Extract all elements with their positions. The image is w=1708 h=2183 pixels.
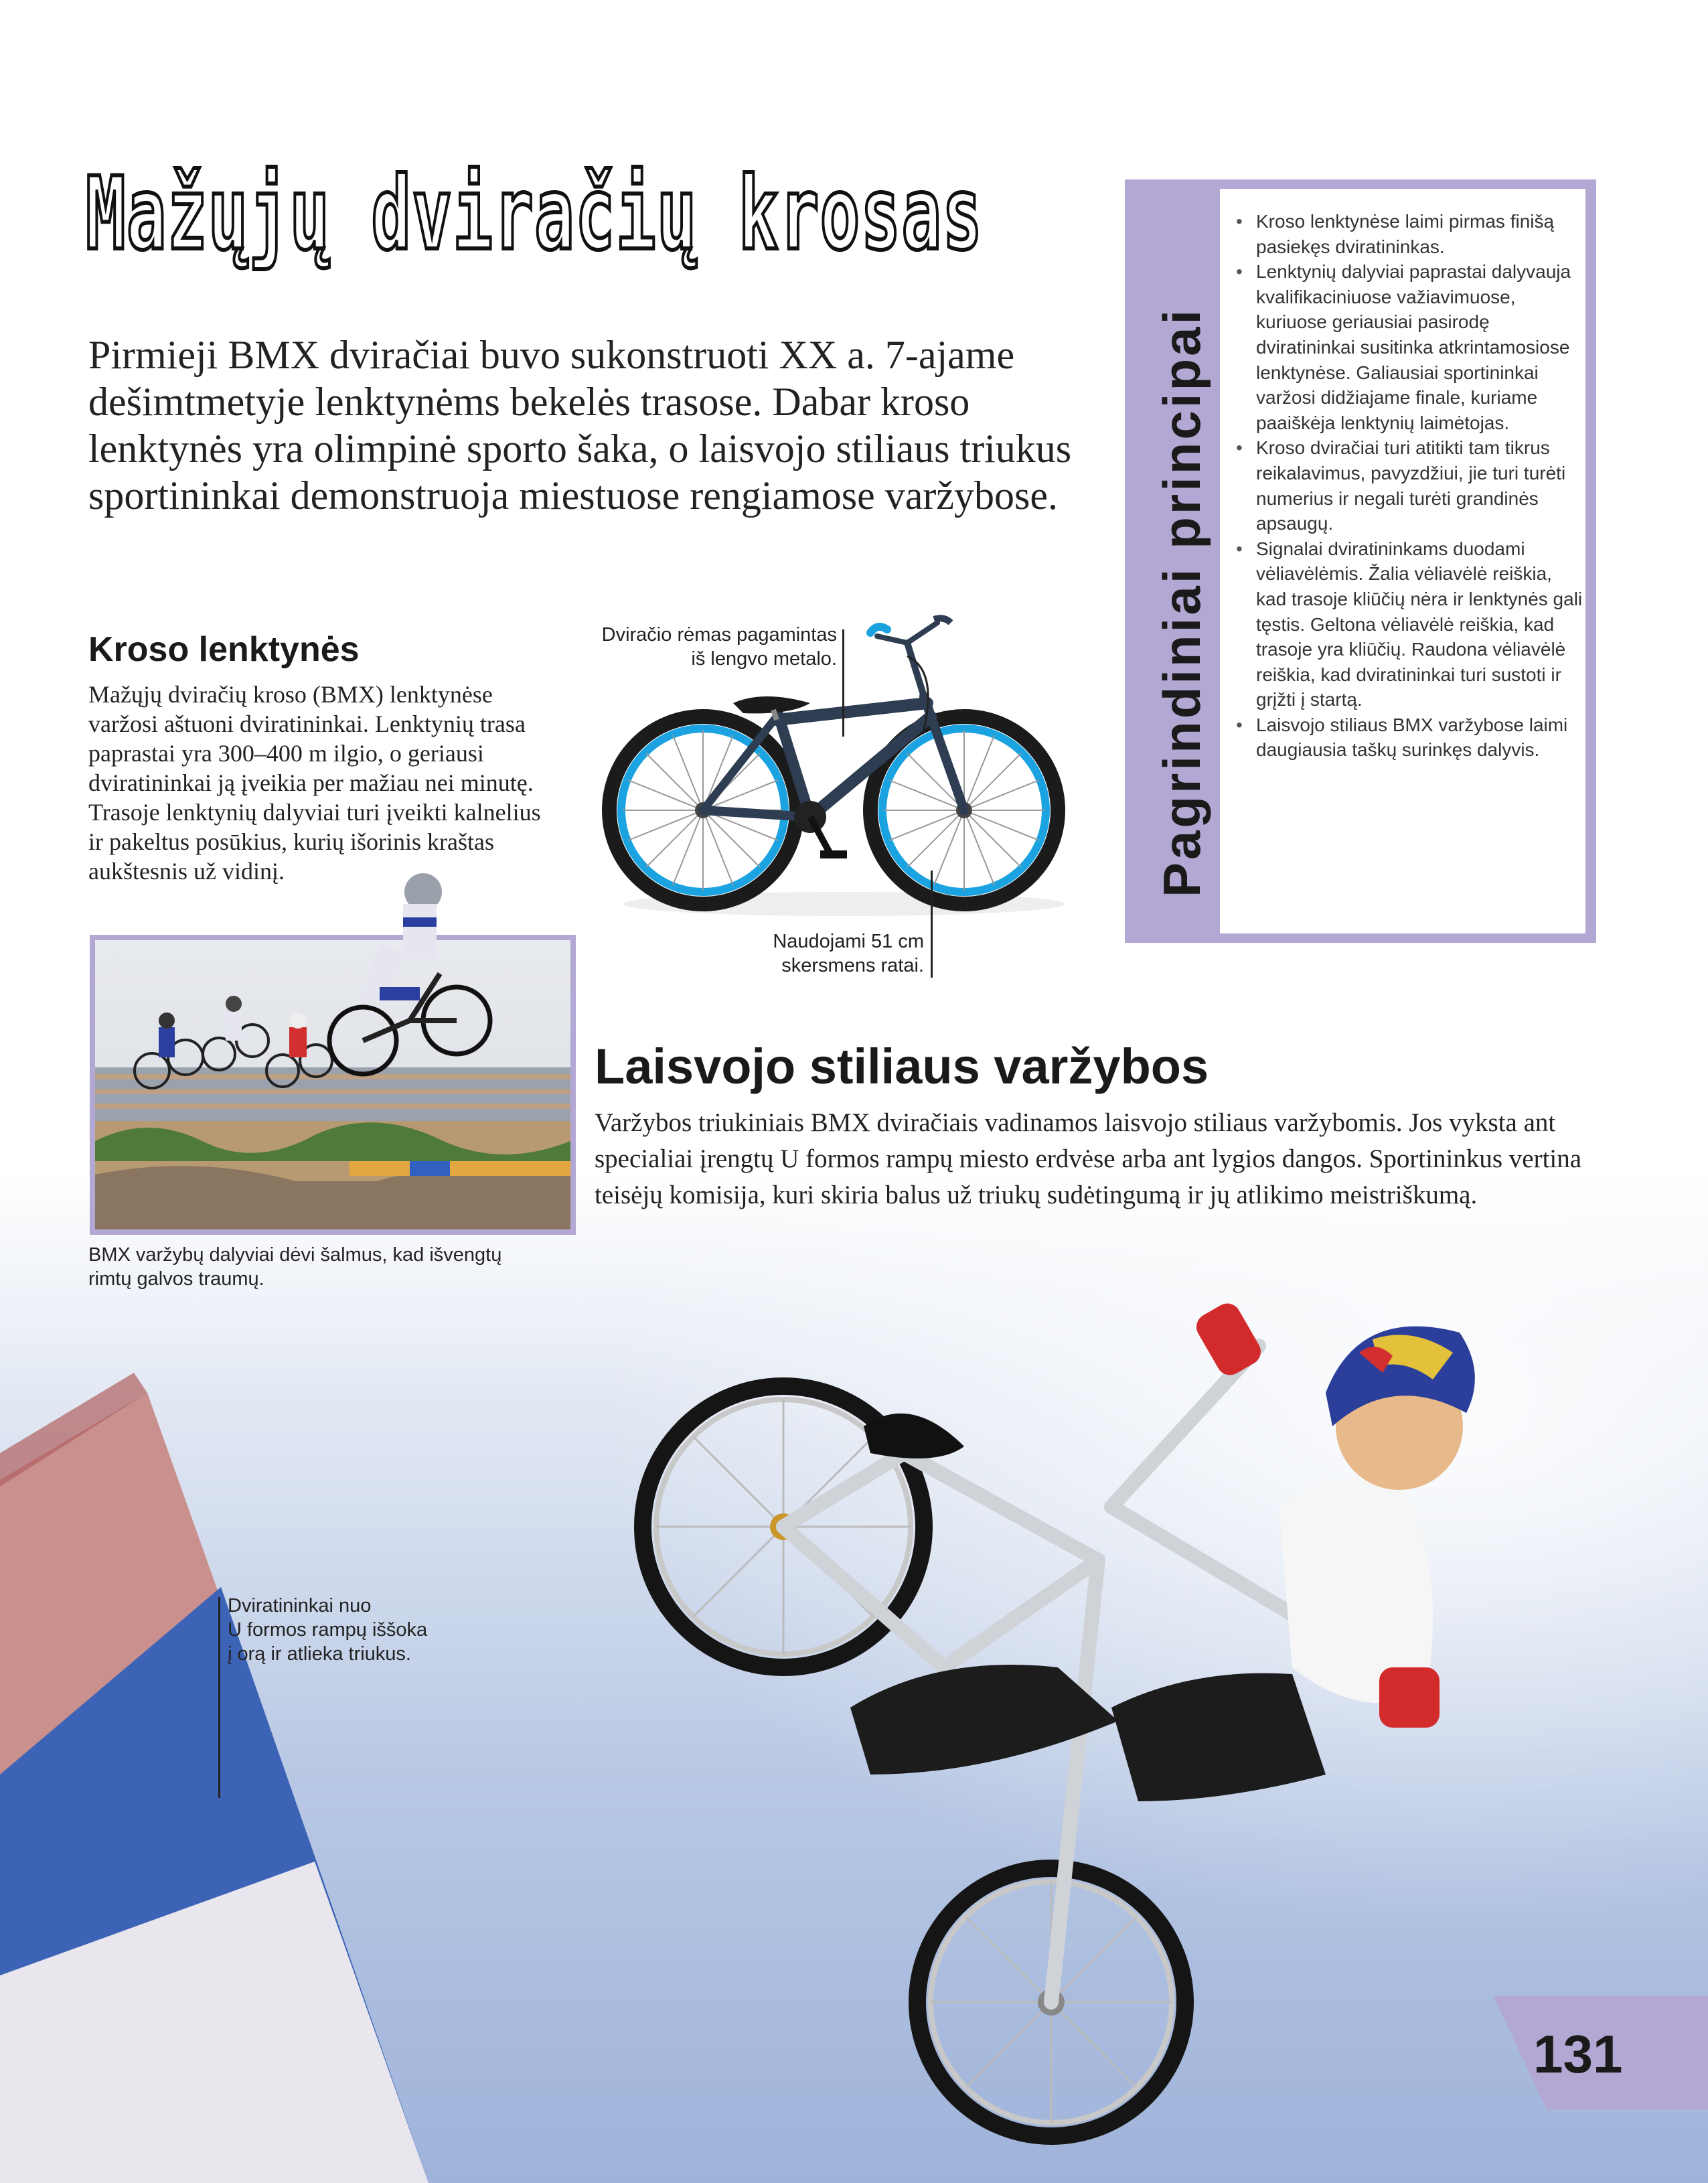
freestyle-paragraph: Varžybos triukiniais BMX dviračiais vadinamos laisvojo stiliaus varžybomis. Jos vyksta ant specialiai įrengtų U formos rampų miesto erdvėse arba ant lygios dangos. Sportininkus vertina teisėjų komisija, kuri skiria balus už triukų sudėtingumą ir jų atlikimo meistriškumą. bbox=[595, 1108, 1582, 1209]
freestyle-rider-photo bbox=[589, 1292, 1594, 2163]
list-item: • Signalai dviratininkams duodami vėliavėlėmis. Žalia vėliavėlė reiškia, kad trasoje kliūčių nėra ir lenktynės gali tęstis. Geltona vėliavėlė reiškia, kad trasoje yra kliūčių. Raudona vėliavėlė reiškia, kad dviratininkai turi sustoti ir grįžti į startą. bbox=[1236, 536, 1584, 712]
list-item: • Kroso lenktynėse laimi pirmas finišą pasiekęs dviratininkas. bbox=[1236, 209, 1584, 259]
frame-pointer-line bbox=[842, 629, 844, 737]
rider-head-overflow bbox=[362, 864, 455, 958]
frame-caption-line1: Dviračio rėmas pagamintas bbox=[601, 624, 837, 646]
section-heading-freestyle: Laisvojo stiliaus varžybos bbox=[595, 1039, 1209, 1094]
race-photo-caption: BMX varžybų dalyviai dėvi šalmus, kad išvengtų rimtų galvos traumų. bbox=[88, 1244, 502, 1290]
intro-paragraph: Pirmieji BMX dviračiai buvo sukonstruoti XX a. 7-ajame dešimtmetyje lenktynėms bekelės trasose. Dabar kroso lenktynės yra olimpinė sporto šaka, o laisvojo stiliaus triukus sportininkai demonstruoja miestuose rengiamose varžybose. bbox=[88, 333, 1072, 518]
ramp-caption-line2: U formos rampų iššoka bbox=[228, 1619, 428, 1641]
key-principles-title: Pagrindiniai principai bbox=[1152, 307, 1211, 897]
frame-caption-line2: iš lengvo metalo. bbox=[691, 648, 837, 670]
page-number: 131 bbox=[1533, 2024, 1623, 2084]
list-item: • Lenktynių dalyviai paprastai dalyvauja kvalifikaciniuose važiavimuose, kuriuose geriausiai pasirodę dviratininkai susitinka atkrintamosiose lenktynėse. Galiausiai sportininkai varžosi didžiajame finale, kuriame paaiškėja lenktynių laimėtojas. bbox=[1236, 259, 1584, 435]
wheel-caption bbox=[723, 929, 924, 978]
ramp-caption-line1: Dviratininkai nuo bbox=[228, 1595, 372, 1616]
ramp-caption-line3: į orą ir atlieka triukus. bbox=[228, 1643, 411, 1665]
ramp-caption bbox=[228, 1594, 469, 1666]
kroso-paragraph: Mažųjų dviračių kroso (BMX) lenktynėse varžosi aštuoni dviratininkai. Lenktynių trasa paprastai yra 300–400 m ilgio, o geriausi dviratininkai ją įveikia per mažiau nei minutę. Trasoje lenktynių dalyviai turi įveikti kalnelius ir pakeltus posūkius, kurių išorinis kraštas aukštesnis už vidinį. bbox=[88, 681, 541, 885]
rider-legs bbox=[1111, 1673, 1326, 1801]
glove-left bbox=[1192, 1298, 1266, 1380]
rider-bike-seat bbox=[864, 1414, 964, 1458]
key-principles-list bbox=[1236, 209, 1584, 763]
list-item: • Kroso dviračiai turi atitikti tam tikrus reikalavimus, pavyzdžiui, jie turi turėti numerius ir negali turėti grandinės apsaugų. bbox=[1236, 435, 1584, 536]
bmx-race-photo bbox=[90, 935, 576, 1235]
wheel-caption-line2: skersmens ratai. bbox=[781, 955, 924, 976]
page-title: Mažųjų dviračių krosas bbox=[86, 156, 984, 273]
glove-right bbox=[1379, 1667, 1440, 1728]
ramp-pointer-line bbox=[218, 1597, 220, 1798]
list-item: • Laisvojo stiliaus BMX varžybose laimi daugiausia taškų surinkęs dalyvis. bbox=[1236, 712, 1584, 763]
section-heading-kroso: Kroso lenktynės bbox=[88, 630, 360, 669]
frame-caption bbox=[562, 623, 837, 671]
wheel-pointer-line bbox=[931, 871, 933, 978]
wheel-caption-line1: Naudojami 51 cm bbox=[773, 931, 924, 952]
